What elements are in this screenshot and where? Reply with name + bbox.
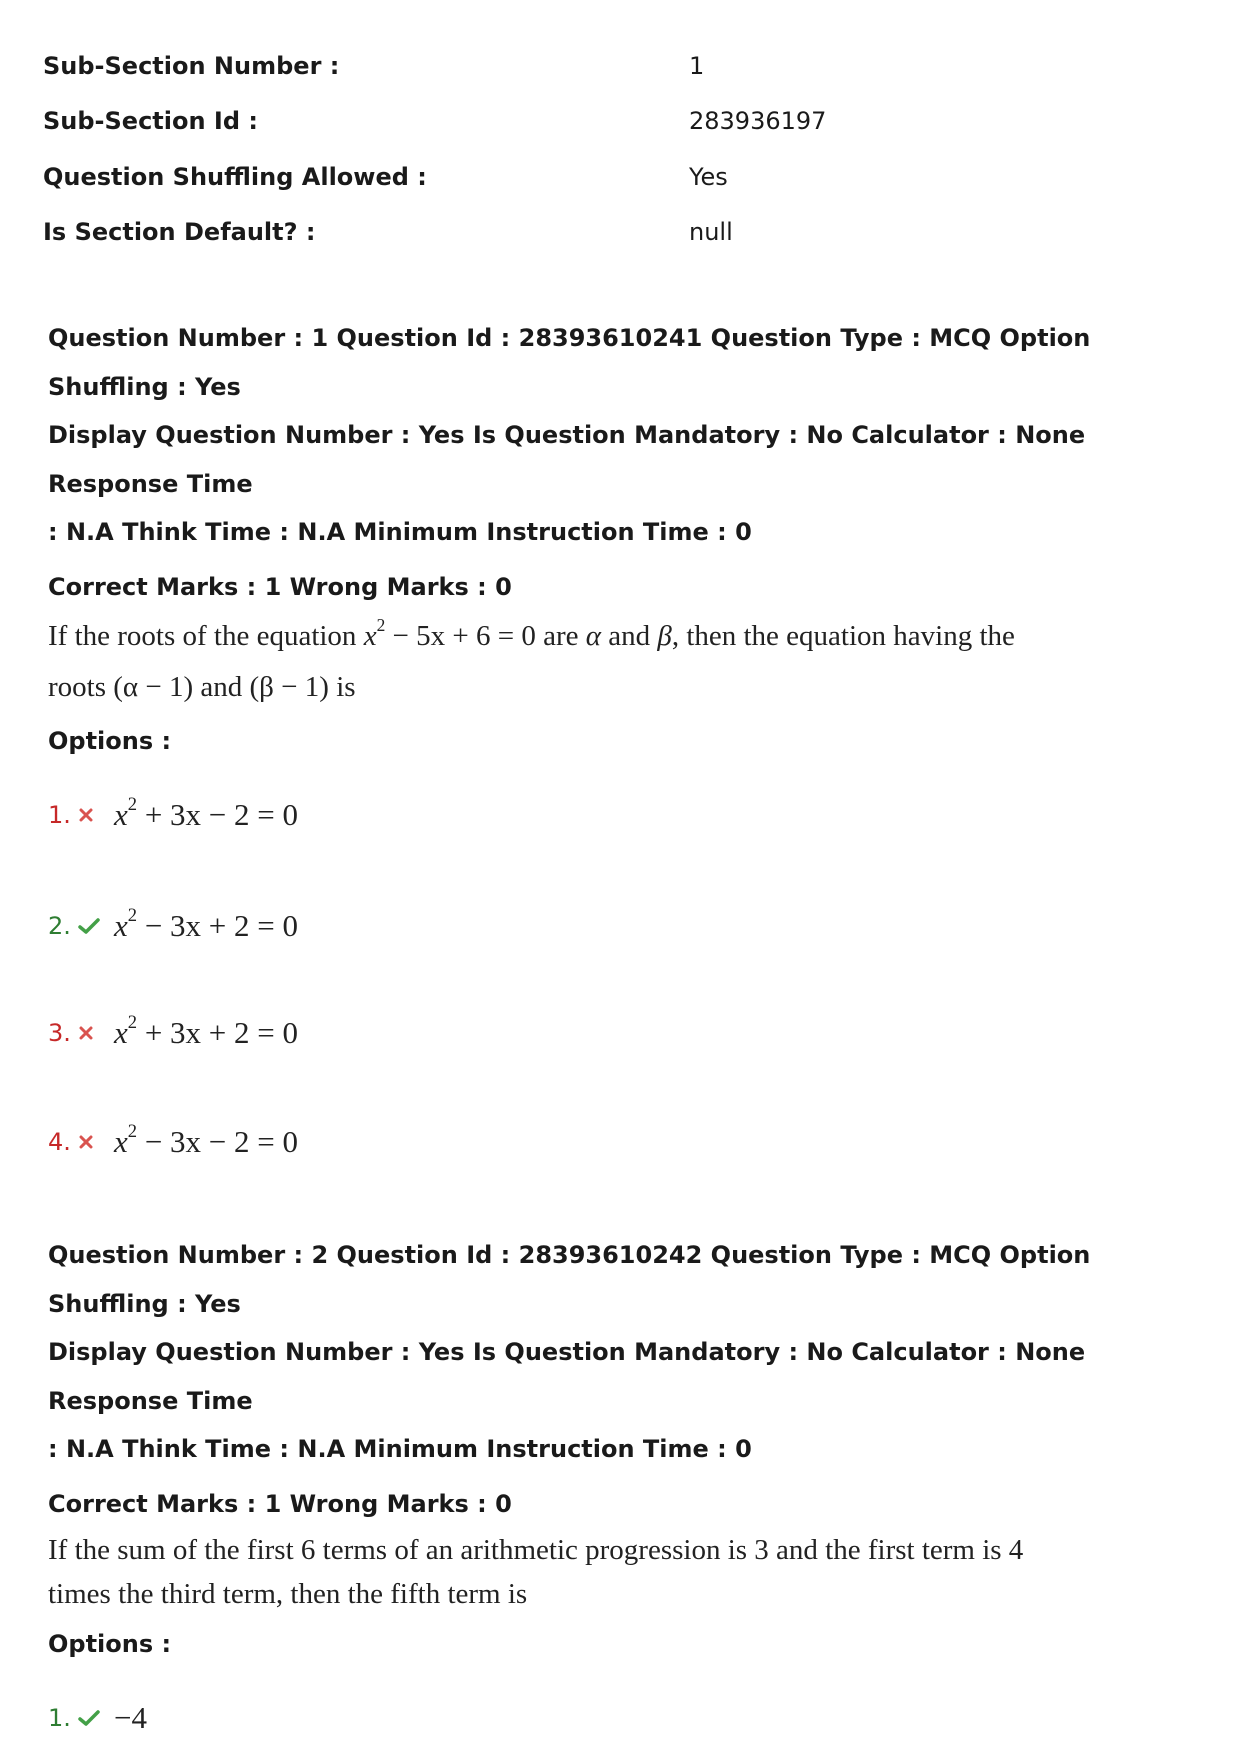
question-2: [48, 1231, 1218, 1742]
math-fragment: − 3x + 2 = 0: [137, 907, 299, 943]
math-fragment: (α − 1): [113, 670, 194, 703]
meta-label: Question Shuffling Allowed :: [43, 162, 427, 191]
check-icon: [78, 1709, 106, 1727]
meta-row-subsection-number: [43, 38, 1193, 94]
text-fragment: , then the equation having the: [671, 619, 1015, 652]
math-fragment: (β − 1): [249, 670, 329, 703]
question-text-line: [48, 611, 1218, 662]
math-exponent: 2: [376, 614, 386, 635]
option-number: 1.: [48, 800, 71, 829]
subsection-meta: [43, 38, 1193, 260]
question-text: [48, 1528, 1218, 1616]
meta-row-section-default: [43, 205, 1193, 261]
options-label: Options :: [48, 726, 172, 755]
math-var: x: [114, 1014, 128, 1050]
math-var: x: [363, 619, 377, 652]
meta-value: 1: [689, 51, 705, 80]
math-exponent: 2: [127, 1011, 138, 1033]
question-header-line: Question Number : 1 Question Id : 28393610241 Question Type : MCQ Option Shuffling : Yes: [48, 324, 1091, 401]
math-beta: β: [657, 619, 672, 652]
math-var: x: [114, 907, 128, 943]
math-fragment: − 5x + 6 = 0: [385, 619, 536, 652]
math-exponent: 2: [127, 904, 138, 926]
math-fragment: + 3x + 2 = 0: [137, 1014, 299, 1050]
option-2: [48, 902, 1218, 950]
option-4: [48, 1118, 1218, 1166]
meta-label: Is Section Default? :: [43, 218, 316, 247]
question-marks: Correct Marks : 1 Wrong Marks : 0: [48, 572, 512, 601]
meta-value: Yes: [689, 162, 728, 191]
meta-value: 283936197: [689, 107, 827, 136]
meta-label: Sub-Section Number :: [43, 51, 340, 80]
cross-icon: [78, 1025, 106, 1041]
text-fragment: and: [193, 670, 250, 703]
math-fragment: + 3x − 2 = 0: [137, 796, 299, 832]
question-1: [48, 314, 1218, 1166]
option-math: [114, 1011, 299, 1051]
cross-icon: [78, 807, 106, 823]
question-header: [48, 314, 1218, 557]
option-math: [114, 904, 299, 944]
option-1: [48, 791, 1218, 839]
text-fragment: If the roots of the equation: [48, 619, 364, 652]
meta-value: null: [689, 218, 733, 247]
math-exponent: 2: [127, 793, 138, 815]
math-var: x: [114, 1123, 128, 1159]
text-fragment: is: [328, 670, 356, 703]
text-fragment: and: [600, 619, 658, 652]
math-var: x: [114, 796, 128, 832]
meta-row-question-shuffling: [43, 149, 1193, 205]
question-header-line: : N.A Think Time : N.A Minimum Instruction Time : 0: [48, 518, 752, 546]
option-math: [114, 1120, 299, 1160]
option-math: −4: [114, 1699, 147, 1735]
option-number: 3.: [48, 1018, 71, 1047]
math-alpha: α: [585, 619, 601, 652]
question-text: [48, 611, 1218, 713]
question-header-line: Display Question Number : Yes Is Question Mandatory : No Calculator : None Response Time: [48, 421, 1086, 498]
math-exponent: 2: [127, 1120, 138, 1142]
math-fragment: − 3x − 2 = 0: [137, 1123, 299, 1159]
question-header: [48, 1231, 1218, 1474]
question-marks: Correct Marks : 1 Wrong Marks : 0: [48, 1489, 512, 1518]
option-number: 4.: [48, 1127, 71, 1156]
meta-label: Sub-Section Id :: [43, 107, 258, 136]
question-text-line: [48, 662, 1218, 713]
option-1: [48, 1694, 1218, 1742]
option-3: [48, 1009, 1218, 1057]
text-fragment: are: [535, 619, 586, 652]
question-text-line: times the third term, then the fifth term is: [48, 1577, 528, 1610]
question-header-line: Display Question Number : Yes Is Question Mandatory : No Calculator : None Response Time: [48, 1338, 1086, 1415]
option-number: 1.: [48, 1703, 71, 1732]
option-number: 2.: [48, 911, 71, 940]
option-math: [114, 793, 299, 833]
options-label: Options :: [48, 1629, 172, 1658]
question-header-line: Question Number : 2 Question Id : 28393610242 Question Type : MCQ Option Shuffling : Yes: [48, 1241, 1091, 1318]
question-header-line: : N.A Think Time : N.A Minimum Instruction Time : 0: [48, 1435, 752, 1463]
question-text-line: If the sum of the first 6 terms of an arithmetic progression is 3 and the first term is 4: [48, 1533, 1024, 1566]
meta-row-subsection-id: [43, 94, 1193, 150]
cross-icon: [78, 1134, 106, 1150]
check-icon: [78, 917, 106, 935]
text-fragment: roots: [48, 670, 114, 703]
